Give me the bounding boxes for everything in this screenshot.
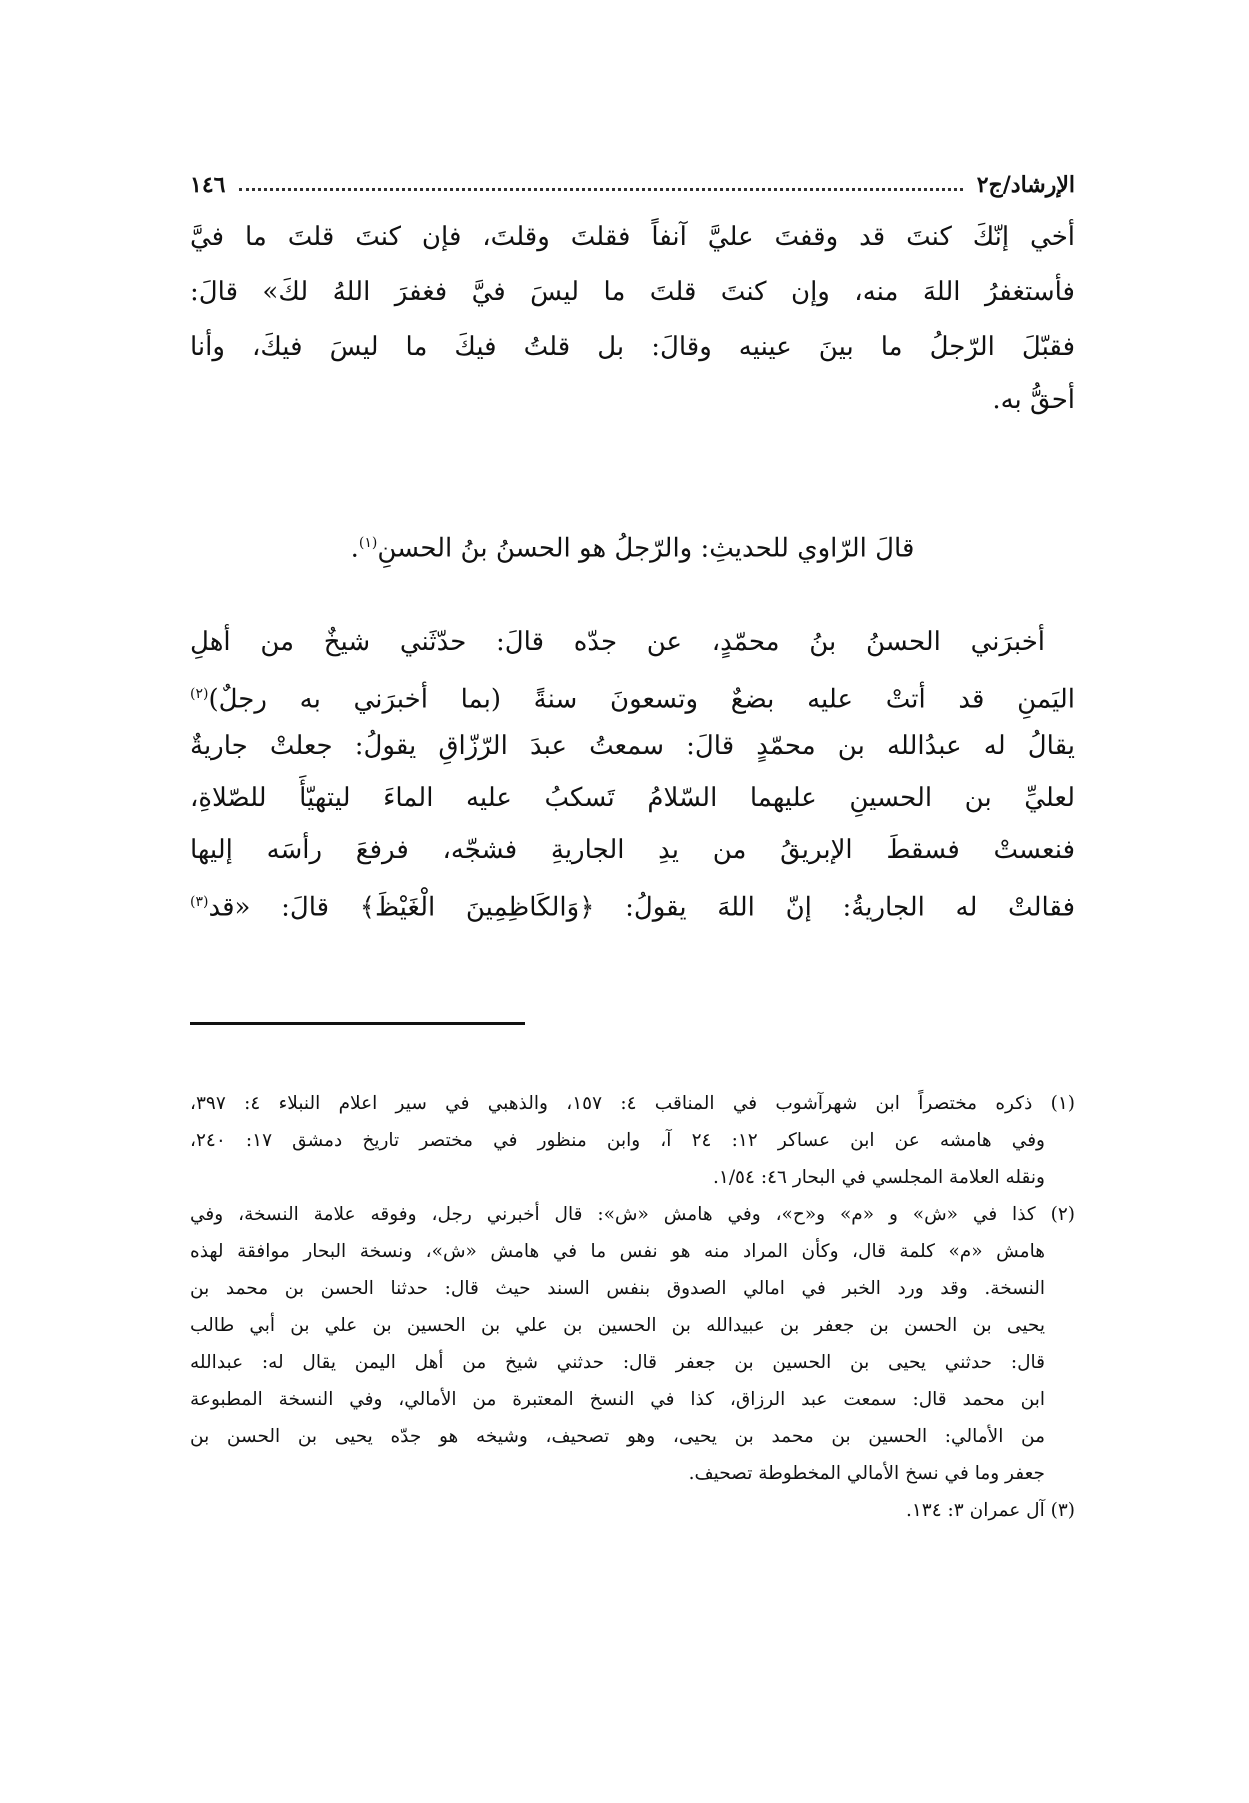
footnote-1-line: ونقله العلامة المجلسي في البحار ٤٦: ١/٥٤. bbox=[713, 1167, 1045, 1188]
body-line-text: فقالتْ له الجاريةُ: إنّ اللهَ يقولُ: ﴿وَالكَاظِمِينَ الْغَيْظَ﴾ قالَ: «قد bbox=[208, 892, 1076, 923]
running-title: الإرشاد/ج٢ bbox=[976, 172, 1075, 198]
leader-dots bbox=[239, 188, 962, 191]
body-line: أحقُّ به. bbox=[992, 385, 1075, 415]
body-line: فنعستْ فسقطَ الإبريقُ من يدِ الجاريةِ فشجّه، فرفعَ رأسَه إليها bbox=[190, 835, 1075, 865]
footnote-2-line: (٢) كذا في «ش» و «م» و«ح»، وفي هامش «ش»: قال أخبرني رجل، وفوقه علامة النسخة، وفي bbox=[190, 1204, 1075, 1225]
body-line bbox=[190, 674, 1075, 720]
narrator-text: قالَ الرّاوي للحديثِ: والرّجلُ هو الحسنُ بنُ الحسنِ bbox=[377, 533, 915, 564]
body-line bbox=[190, 882, 1075, 928]
footnote-ref-2[interactable]: (٢) bbox=[190, 686, 209, 702]
period: . bbox=[350, 533, 359, 564]
footnote-2-line: من الأمالي: الحسين بن محمد بن يحيى، وهو تصحيف، وشيخه هو جدّه يحيى بن الحسن بن bbox=[190, 1426, 1045, 1447]
footnote-ref-3[interactable]: (٣) bbox=[190, 894, 209, 910]
footnote-2-line: ابن محمد قال: سمعت عبد الرزاق، كذا في النسخ المعتبرة من الأمالي، وفي النسخة المطبوعة bbox=[190, 1389, 1045, 1410]
footnote-2-line: قال: حدثني يحيى بن الحسين بن جعفر قال: حدثني شيخ من أهل اليمن يقال له: عبدالله bbox=[190, 1352, 1045, 1373]
footnote-1-line: وفي هامشه عن ابن عساكر ١٢: ٢٤ آ، وابن منظور في مختصر تاريخ دمشق ١٧: ٢٤٠، bbox=[190, 1130, 1045, 1151]
footnote-2-line: يحيى بن الحسن بن جعفر بن عبيدالله بن الحسين بن علي بن الحسين بن علي بن أبي طالب bbox=[190, 1315, 1045, 1336]
footnote-2-line: هامش «م» كلمة قال، وكأن المراد منه هو نفس ما في هامش «ش»، ونسخة البحار موافقة لهذه bbox=[190, 1241, 1045, 1262]
body-line: أخي إنّكَ كنتَ قد وقفتَ عليَّ آنفاً فقلتَ وقلتَ، فإن كنتَ قلتَ ما فيَّ bbox=[190, 222, 1075, 252]
body-line: أخبرَني الحسنُ بنُ محمّدٍ، عن جدّه قالَ: حدّثَني شيخٌ من أهلِ bbox=[190, 627, 1045, 657]
footnote-2-line: جعفر وما في نسخ الأمالي المخطوطة تصحيف. bbox=[688, 1463, 1045, 1484]
footnote-1-line: (١) ذكره مختصراً ابن شهرآشوب في المناقب ٤: ١٥٧، والذهبي في سير اعلام النبلاء ٤: ٣٩٧، bbox=[190, 1093, 1075, 1114]
body-line: فأستغفرُ اللهَ منه، وإن كنتَ قلتَ ما ليسَ فيَّ فغفرَ اللهُ لكَ» قالَ: bbox=[190, 277, 1075, 307]
footnote-separator bbox=[190, 1022, 525, 1025]
page-number: ١٤٦ bbox=[190, 172, 226, 198]
body-line: فقبّلَ الرّجلُ ما بينَ عينيه وقالَ: بل قلتُ فيكَ ما ليسَ فيكَ، وأنا bbox=[190, 332, 1075, 362]
body-line: لعليِّ بن الحسينِ عليهما السّلامُ تَسكبُ عليه الماءَ ليتهيّأَ للصّلاةِ، bbox=[190, 783, 1075, 813]
footnote-ref-1[interactable]: (١) bbox=[358, 535, 378, 551]
body-line-text: اليَمنِ قد أتتْ عليه بضعٌ وتسعونَ سنةً (بما أخبرَني به رجلٌ) bbox=[208, 684, 1075, 715]
body-line: يقالُ له عبدُالله بن محمّدٍ قالَ: سمعتُ عبدَ الرّزّاقِ يقولُ: جعلتْ جاريةٌ bbox=[190, 731, 1075, 761]
running-header bbox=[190, 168, 1075, 202]
footnote-2-line: النسخة. وقد ورد الخبر في امالي الصدوق بنفس السند حيث قال: حدثنا الحسن بن محمد بن bbox=[190, 1278, 1045, 1299]
footnote-3: (٣) آل عمران ٣: ١٣٤. bbox=[905, 1500, 1075, 1521]
narrator-line bbox=[190, 523, 1075, 569]
